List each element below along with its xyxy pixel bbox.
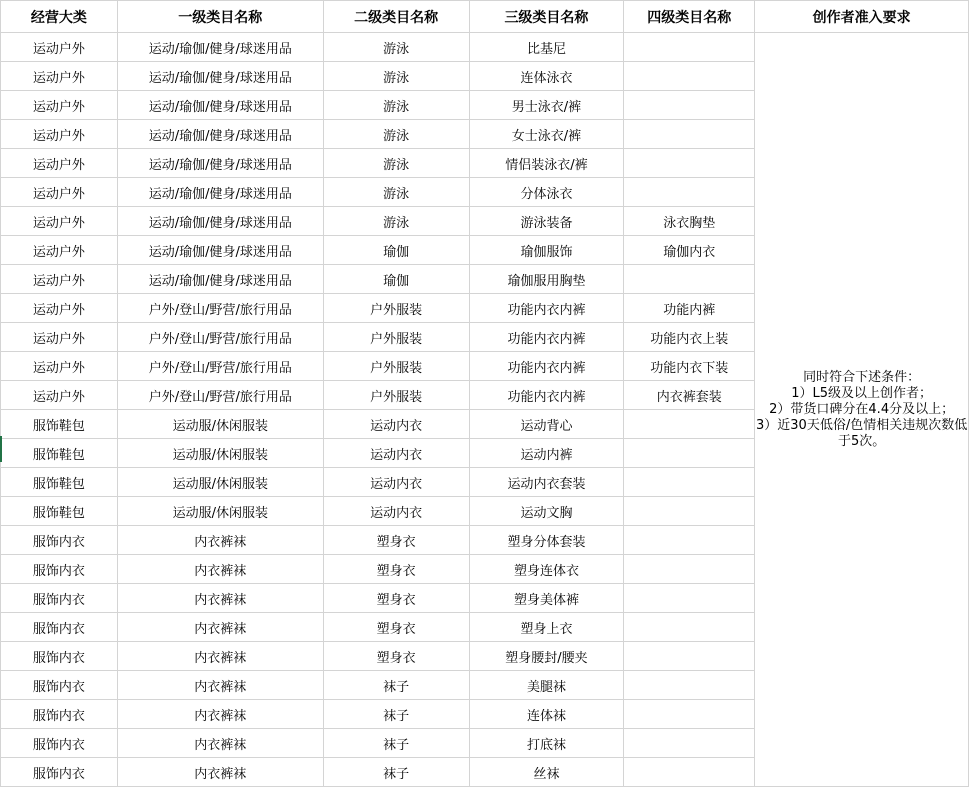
level3-category-cell[interactable]: 功能内衣内裤 <box>469 323 624 352</box>
level3-category-cell[interactable]: 功能内衣内裤 <box>469 294 624 323</box>
table-body <box>1 33 969 787</box>
level2-category-cell[interactable]: 游泳 <box>323 91 469 120</box>
level3-category-cell[interactable]: 运动内衣套装 <box>469 468 624 497</box>
level1-category-cell[interactable]: 内衣裤袜 <box>117 584 323 613</box>
level2-category-cell[interactable]: 运动内衣 <box>323 468 469 497</box>
business-category-cell[interactable]: 服饰鞋包 <box>1 439 118 468</box>
level1-category-cell[interactable]: 运动/瑜伽/健身/球迷用品 <box>117 91 323 120</box>
level2-category-cell[interactable]: 游泳 <box>323 62 469 91</box>
business-category-cell[interactable]: 服饰内衣 <box>1 613 118 642</box>
level4-category-cell[interactable] <box>624 642 755 671</box>
level1-category-cell[interactable]: 运动/瑜伽/健身/球迷用品 <box>117 207 323 236</box>
level1-category-cell[interactable]: 户外/登山/野营/旅行用品 <box>117 381 323 410</box>
requirement-line: 2）带货口碑分在4.4分及以上； <box>769 401 955 417</box>
header-level3-category[interactable]: 三级类目名称 <box>469 1 624 33</box>
level3-category-cell[interactable]: 塑身分体套装 <box>469 526 624 555</box>
business-category-cell[interactable]: 运动户外 <box>1 381 118 410</box>
level3-category-cell[interactable]: 丝袜 <box>469 758 624 787</box>
level1-category-cell[interactable]: 内衣裤袜 <box>117 555 323 584</box>
level3-category-cell[interactable]: 塑身腰封/腰夹 <box>469 642 624 671</box>
level2-category-cell[interactable]: 袜子 <box>323 671 469 700</box>
level1-category-cell[interactable]: 内衣裤袜 <box>117 700 323 729</box>
level2-category-cell[interactable]: 瑜伽 <box>323 236 469 265</box>
level4-category-cell[interactable] <box>624 613 755 642</box>
level1-category-cell[interactable]: 运动服/休闲服装 <box>117 497 323 526</box>
level4-category-cell[interactable] <box>624 62 755 91</box>
business-category-cell[interactable]: 服饰鞋包 <box>1 468 118 497</box>
level2-category-cell[interactable]: 瑜伽 <box>323 265 469 294</box>
level1-category-cell[interactable]: 运动服/休闲服装 <box>117 410 323 439</box>
level1-category-cell[interactable]: 内衣裤袜 <box>117 526 323 555</box>
level1-category-cell[interactable]: 运动/瑜伽/健身/球迷用品 <box>117 120 323 149</box>
level3-category-cell[interactable]: 女士泳衣/裤 <box>469 120 624 149</box>
level2-category-cell[interactable]: 户外服装 <box>323 381 469 410</box>
level1-category-cell[interactable]: 运动/瑜伽/健身/球迷用品 <box>117 62 323 91</box>
header-business-category[interactable]: 经营大类 <box>1 1 118 33</box>
business-category-cell[interactable]: 运动户外 <box>1 62 118 91</box>
level4-category-cell[interactable] <box>624 91 755 120</box>
level1-category-cell[interactable]: 户外/登山/野营/旅行用品 <box>117 323 323 352</box>
level1-category-cell[interactable]: 运动/瑜伽/健身/球迷用品 <box>117 178 323 207</box>
header-creator-requirement[interactable]: 创作者准入要求 <box>755 1 969 33</box>
level1-category-cell[interactable]: 内衣裤袜 <box>117 642 323 671</box>
level3-category-cell[interactable]: 游泳装备 <box>469 207 624 236</box>
level4-category-cell[interactable]: 功能内衣下装 <box>624 352 755 381</box>
business-category-cell[interactable]: 运动户外 <box>1 91 118 120</box>
business-category-cell[interactable]: 服饰内衣 <box>1 642 118 671</box>
level1-category-cell[interactable]: 运动/瑜伽/健身/球迷用品 <box>117 236 323 265</box>
business-category-cell[interactable]: 运动户外 <box>1 207 118 236</box>
level4-category-cell[interactable] <box>624 700 755 729</box>
row-selection-marker <box>0 436 2 462</box>
level3-category-cell[interactable]: 打底袜 <box>469 729 624 758</box>
level3-category-cell[interactable]: 运动内裤 <box>469 439 624 468</box>
level1-category-cell[interactable]: 户外/登山/野营/旅行用品 <box>117 352 323 381</box>
level1-category-cell[interactable]: 运动/瑜伽/健身/球迷用品 <box>117 265 323 294</box>
level2-category-cell[interactable]: 塑身衣 <box>323 526 469 555</box>
business-category-cell[interactable]: 运动户外 <box>1 294 118 323</box>
level2-category-cell[interactable]: 游泳 <box>323 120 469 149</box>
business-category-cell[interactable]: 服饰内衣 <box>1 729 118 758</box>
requirement-line: 同时符合下述条件： <box>803 369 921 385</box>
level4-category-cell[interactable] <box>624 120 755 149</box>
level4-category-cell[interactable]: 瑜伽内衣 <box>624 236 755 265</box>
level4-category-cell[interactable] <box>624 497 755 526</box>
level3-category-cell[interactable]: 功能内衣内裤 <box>469 352 624 381</box>
level4-category-cell[interactable] <box>624 758 755 787</box>
header-row <box>1 1 969 33</box>
level2-category-cell[interactable]: 塑身衣 <box>323 613 469 642</box>
level4-category-cell[interactable] <box>624 410 755 439</box>
level1-category-cell[interactable]: 运动/瑜伽/健身/球迷用品 <box>117 33 323 62</box>
level3-category-cell[interactable]: 功能内衣内裤 <box>469 381 624 410</box>
business-category-cell[interactable]: 运动户外 <box>1 33 118 62</box>
level3-category-cell[interactable]: 运动背心 <box>469 410 624 439</box>
level3-category-cell[interactable]: 塑身连体衣 <box>469 555 624 584</box>
business-category-cell[interactable]: 运动户外 <box>1 178 118 207</box>
business-category-cell[interactable]: 运动户外 <box>1 236 118 265</box>
level3-category-cell[interactable]: 运动文胸 <box>469 497 624 526</box>
level2-category-cell[interactable]: 塑身衣 <box>323 642 469 671</box>
level2-category-cell[interactable]: 袜子 <box>323 729 469 758</box>
level2-category-cell[interactable]: 户外服装 <box>323 352 469 381</box>
level3-category-cell[interactable]: 瑜伽服饰 <box>469 236 624 265</box>
level2-category-cell[interactable]: 运动内衣 <box>323 497 469 526</box>
business-category-cell[interactable]: 服饰内衣 <box>1 671 118 700</box>
level1-category-cell[interactable]: 户外/登山/野营/旅行用品 <box>117 294 323 323</box>
level4-category-cell[interactable] <box>624 33 755 62</box>
level4-category-cell[interactable]: 内衣裤套装 <box>624 381 755 410</box>
business-category-cell[interactable]: 运动户外 <box>1 265 118 294</box>
requirement-line: 3）近30天低俗/色情相关违规次数低于5次。 <box>756 417 968 449</box>
level1-category-cell[interactable]: 内衣裤袜 <box>117 729 323 758</box>
business-category-cell[interactable]: 运动户外 <box>1 120 118 149</box>
level4-category-cell[interactable] <box>624 178 755 207</box>
level2-category-cell[interactable]: 运动内衣 <box>323 410 469 439</box>
business-category-cell[interactable]: 运动户外 <box>1 149 118 178</box>
level1-category-cell[interactable]: 内衣裤袜 <box>117 613 323 642</box>
level4-category-cell[interactable] <box>624 439 755 468</box>
business-category-cell[interactable]: 服饰内衣 <box>1 526 118 555</box>
level4-category-cell[interactable] <box>624 584 755 613</box>
header-level4-category[interactable]: 四级类目名称 <box>624 1 755 33</box>
level2-category-cell[interactable]: 塑身衣 <box>323 584 469 613</box>
level4-category-cell[interactable] <box>624 729 755 758</box>
level3-category-cell[interactable]: 瑜伽服用胸垫 <box>469 265 624 294</box>
level2-category-cell[interactable]: 袜子 <box>323 758 469 787</box>
level4-category-cell[interactable]: 功能内衣上装 <box>624 323 755 352</box>
level2-category-cell[interactable]: 运动内衣 <box>323 439 469 468</box>
level3-category-cell[interactable]: 塑身美体裤 <box>469 584 624 613</box>
business-category-cell[interactable]: 服饰鞋包 <box>1 497 118 526</box>
table-row <box>1 33 969 62</box>
business-category-cell[interactable]: 服饰内衣 <box>1 700 118 729</box>
level2-category-cell[interactable]: 游泳 <box>323 149 469 178</box>
level1-category-cell[interactable]: 内衣裤袜 <box>117 758 323 787</box>
business-category-cell[interactable]: 服饰鞋包 <box>1 410 118 439</box>
level3-category-cell[interactable]: 连体袜 <box>469 700 624 729</box>
level3-category-cell[interactable]: 塑身上衣 <box>469 613 624 642</box>
level2-category-cell[interactable]: 袜子 <box>323 700 469 729</box>
business-category-cell[interactable]: 运动户外 <box>1 323 118 352</box>
level3-category-cell[interactable]: 连体泳衣 <box>469 62 624 91</box>
level3-category-cell[interactable]: 分体泳衣 <box>469 178 624 207</box>
level2-category-cell[interactable]: 游泳 <box>323 33 469 62</box>
level3-category-cell[interactable]: 情侣装泳衣/裤 <box>469 149 624 178</box>
level4-category-cell[interactable]: 功能内裤 <box>624 294 755 323</box>
level2-category-cell[interactable]: 游泳 <box>323 207 469 236</box>
level4-category-cell[interactable] <box>624 671 755 700</box>
header-level1-category[interactable]: 一级类目名称 <box>117 1 323 33</box>
level2-category-cell[interactable]: 塑身衣 <box>323 555 469 584</box>
business-category-cell[interactable]: 服饰内衣 <box>1 584 118 613</box>
level3-category-cell[interactable]: 美腿袜 <box>469 671 624 700</box>
business-category-cell[interactable]: 服饰内衣 <box>1 758 118 787</box>
level2-category-cell[interactable]: 户外服装 <box>323 294 469 323</box>
level1-category-cell[interactable]: 内衣裤袜 <box>117 671 323 700</box>
level3-category-cell[interactable]: 比基尼 <box>469 33 624 62</box>
header-level2-category[interactable]: 二级类目名称 <box>323 1 469 33</box>
creator-requirement-cell[interactable] <box>755 33 969 787</box>
level1-category-cell[interactable]: 运动/瑜伽/健身/球迷用品 <box>117 149 323 178</box>
level4-category-cell[interactable] <box>624 526 755 555</box>
level1-category-cell[interactable]: 运动服/休闲服装 <box>117 468 323 497</box>
level2-category-cell[interactable]: 游泳 <box>323 178 469 207</box>
requirement-line: 1）L5级及以上创作者； <box>791 385 933 401</box>
level4-category-cell[interactable] <box>624 149 755 178</box>
level4-category-cell[interactable] <box>624 468 755 497</box>
level4-category-cell[interactable] <box>624 265 755 294</box>
business-category-cell[interactable]: 运动户外 <box>1 352 118 381</box>
level1-category-cell[interactable]: 运动服/休闲服装 <box>117 439 323 468</box>
level4-category-cell[interactable]: 泳衣胸垫 <box>624 207 755 236</box>
level3-category-cell[interactable]: 男士泳衣/裤 <box>469 91 624 120</box>
level4-category-cell[interactable] <box>624 555 755 584</box>
business-category-cell[interactable]: 服饰内衣 <box>1 555 118 584</box>
level2-category-cell[interactable]: 户外服装 <box>323 323 469 352</box>
